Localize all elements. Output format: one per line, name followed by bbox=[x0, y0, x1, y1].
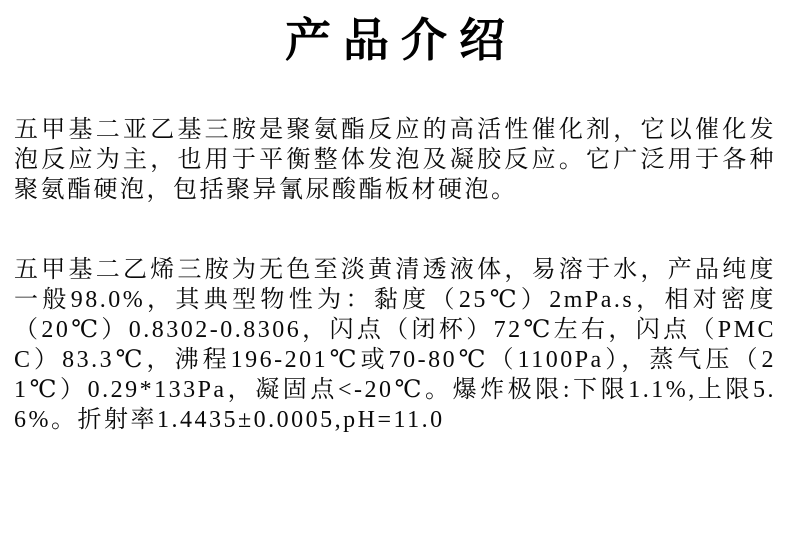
page-title: 产品介绍 bbox=[285, 15, 517, 66]
paragraph-catalyst-overview: 五甲基二亚乙基三胺是聚氨酯反应的高活性催化剂，它以催化发泡反应为主，也用于平衡整体发泡及凝胶反应。它广泛用于各种聚氨酯硬泡，包括聚异氰尿酸酯板材硬泡。 bbox=[14, 117, 776, 203]
paragraph-physical-properties: 五甲基二乙烯三胺为无色至淡黄清透液体，易溶于水，产品纯度一般98.0%，其典型物性为：黏度（25℃）2mPa.s，相对密度（20℃）0.8302-0.8306，闪点（闭杯）72℃左右，闪点（PMCC）83.3℃，沸程196-201℃或70-80℃（1100Pa），蒸气压（21℃）0.29*133Pa，凝固点<-20℃。爆炸极限:下限1.1%,上限5.6%。折射率1.4435±0.0005,pH=11.0 bbox=[14, 257, 776, 433]
